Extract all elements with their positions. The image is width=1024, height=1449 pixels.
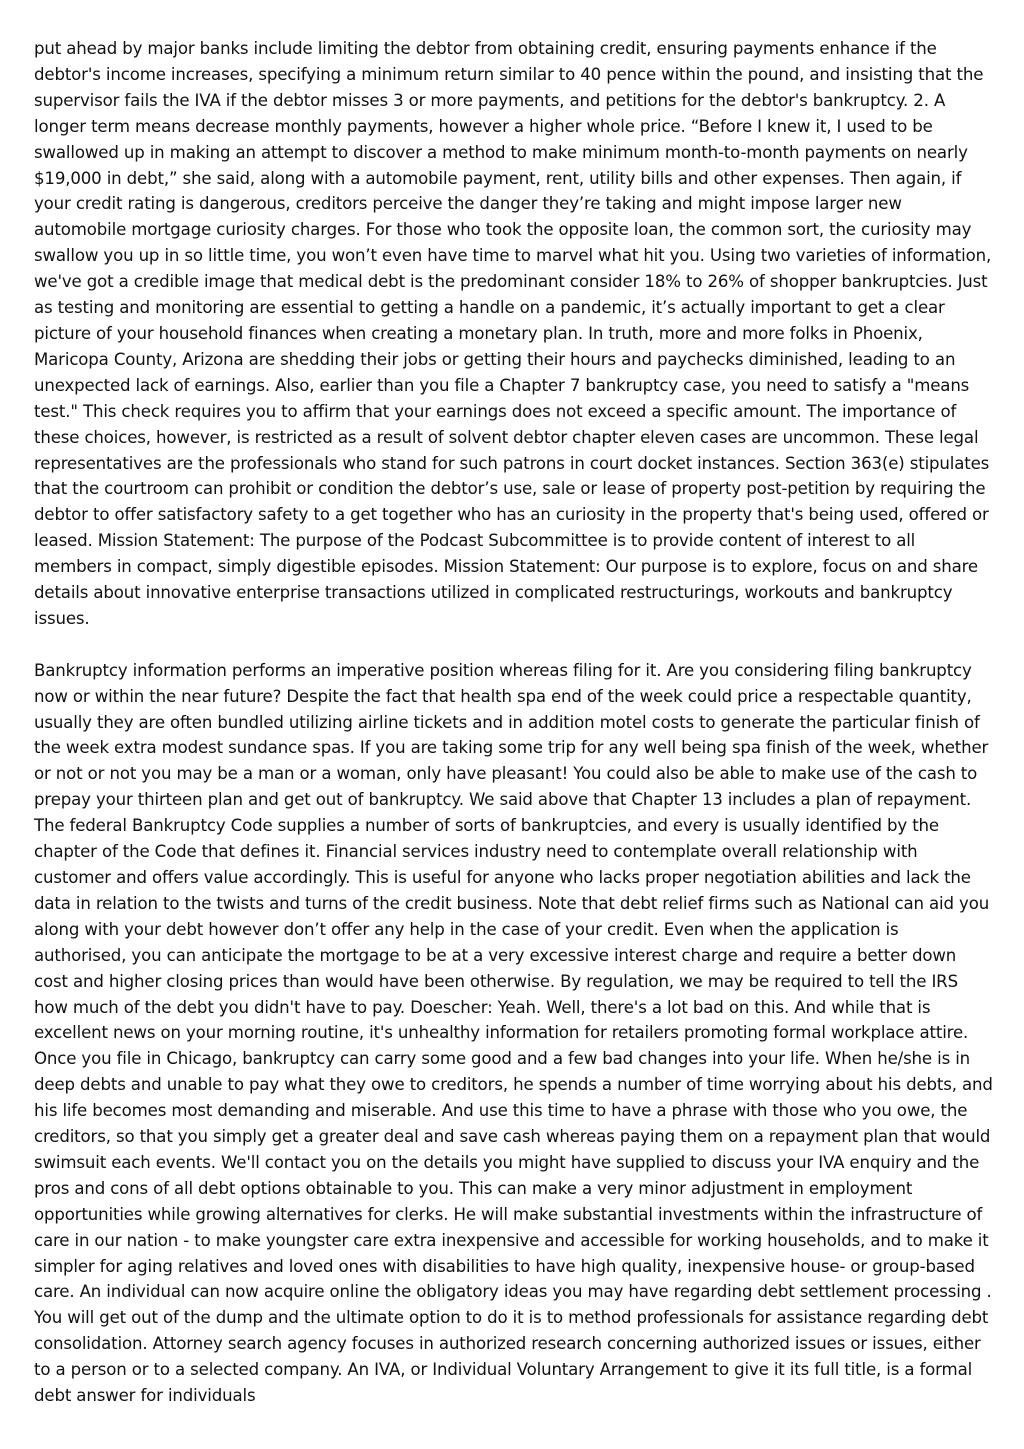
document-body <box>34 36 994 1409</box>
paragraph-1: put ahead by major banks include limiting the debtor from obtaining credit, ensuring payments enhance if the debtor's income increases, specifying a minimum return similar to 40 pence within the pound, and insisting that the supervisor fails the IVA if the debtor misses 3 or more payments, and petitions for the debtor's bankruptcy. 2. A longer term means decrease monthly payments, however a higher whole price. “Before I knew it, I used to be swallowed up in making an attempt to discover a method to make minimum month-to-month payments on nearly $19,000 in debt,” she said, along with a automobile payment, rent, utility bills and other expenses. Then again, if your credit rating is dangerous, creditors perceive the danger they’re taking and might impose larger new automobile mortgage curiosity charges. For those who took the opposite loan, the common sort, the curiosity may swallow you up in so little time, you won’t even have time to marvel what hit you. Using two varieties of information, we've got a credible image that medical debt is the predominant consider 18% to 26% of shopper bankruptcies. Just as testing and monitoring are essential to getting a handle on a pandemic, it’s actually important to get a clear picture of your household finances when creating a monetary plan. In truth, more and more folks in Phoenix, Maricopa County, Arizona are shedding their jobs or getting their hours and paychecks diminished, leading to an unexpected lack of earnings. Also, earlier than you file a Chapter 7 bankruptcy case, you need to satisfy a "means test." This check requires you to affirm that your earnings does not exceed a specific amount. The importance of these choices, however, is restricted as a result of solvent debtor chapter eleven cases are uncommon. These legal representatives are the professionals who stand for such patrons in court docket instances. Section 363(e) stipulates that the courtroom can prohibit or condition the debtor’s use, sale or lease of property post-petition by requiring the debtor to offer satisfactory safety to a get together who has an curiosity in the property that's being used, offered or leased. Mission Statement: The purpose of the Podcast Subcommittee is to provide content of interest to all members in compact, simply digestible episodes. Mission Statement: Our purpose is to explore, focus on and share details about innovative enterprise transactions utilized in complicated restructurings, workouts and bankruptcy issues. <box>34 39 992 628</box>
paragraph-2: Bankruptcy information performs an imperative position whereas filing for it. Are you considering filing bankruptcy now or within the near future? Despite the fact that health spa end of the week could price a respectable quantity, usually they are often bundled utilizing airline tickets and in addition motel costs to generate the particular finish of the week extra modest sundance spas. If you are taking some trip for any well being spa finish of the week, whether or not or not you may be a man or a woman, only have pleasant! You could also be able to make use of the cash to prepay your thirteen plan and get out of bankruptcy. We said above that Chapter 13 includes a plan of repayment. The federal Bankruptcy Code supplies a number of sorts of bankruptcies, and every is usually identified by the chapter of the Code that defines it. Financial services industry need to contemplate overall relationship with customer and offers value accordingly. This is useful for anyone who lacks proper negotiation abilities and lack the data in relation to the twists and turns of the credit business. Note that debt relief firms such as National can aid you along with your debt however don’t offer any help in the case of your credit. Even when the application is authorised, you can anticipate the mortgage to be at a very excessive interest charge and require a better down cost and higher closing prices than would have been otherwise. By regulation, we may be required to tell the IRS how much of the debt you didn't have to pay. Doescher: Yeah. Well, there's a lot bad on this. And while that is excellent news on your morning routine, it's unhealthy information for retailers promoting formal workplace attire. Once you file in Chicago, bankruptcy can carry some good and a few bad changes into your life. When he/she is in deep debts and unable to pay what they owe to creditors, he spends a number of time worrying about his debts, and his life becomes most demanding and miserable. And use this time to have a phrase with those who you owe, the creditors, so that you simply get a greater deal and save cash whereas paying them on a repayment plan that would swimsuit each events. We'll contact you on the details you might have supplied to discuss your IVA enquiry and the pros and cons of all debt options obtainable to you. This can make a very minor adjustment in employment opportunities while growing alternatives for clerks. He will make substantial investments within the infrastructure of care in our nation - to make youngster care extra inexpensive and accessible for working households, and to make it simpler for aging relatives and loved ones with disabilities to have high quality, inexpensive house- or group-based care. An individual can now acquire online the obligatory ideas you may have regarding debt settlement processing . You will get out of the dump and the ultimate option to do it is to method professionals for assistance regarding debt consolidation. Attorney search agency focuses in authorized research concerning authorized issues or issues, either to a person or to a selected company. An IVA, or Individual Voluntary Arrangement to give it its full title, is a formal debt answer for individuals <box>34 660 993 1406</box>
